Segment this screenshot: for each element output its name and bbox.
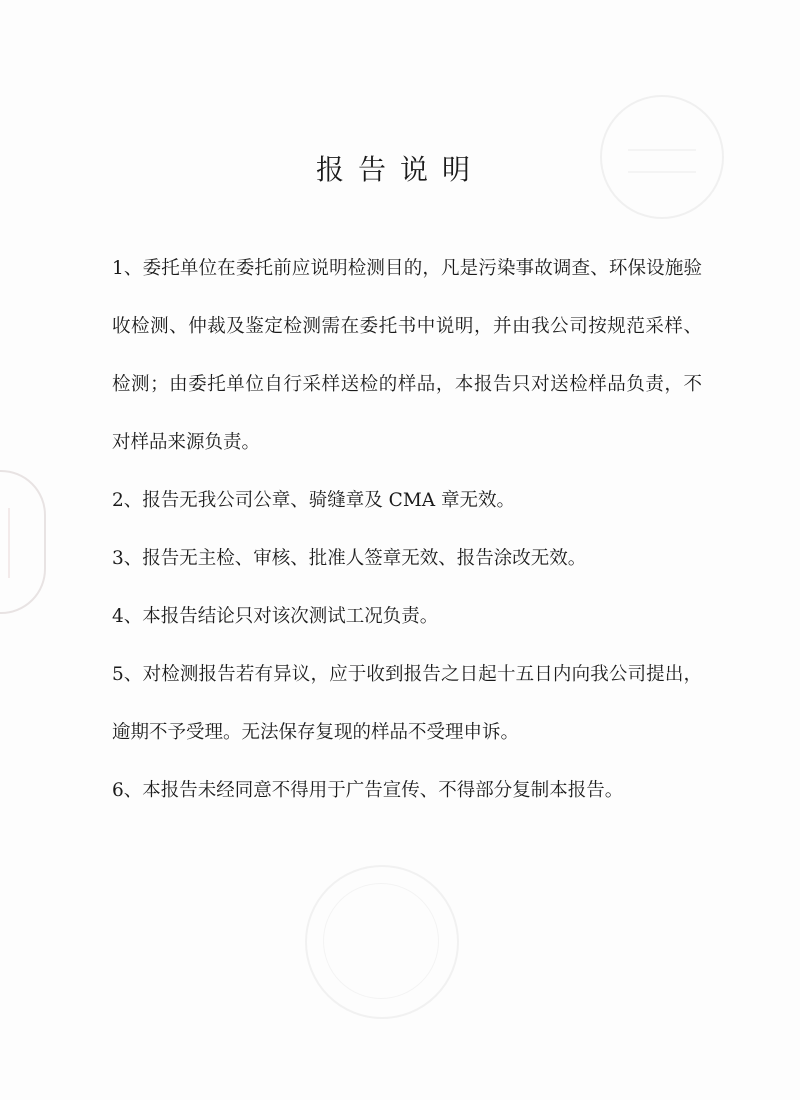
note-item-3 <box>112 530 702 588</box>
note-item-1 <box>112 240 702 472</box>
note-item-2 <box>112 472 702 530</box>
note-text-3: 报告无主检、审核、批准人签章无效、报告涂改无效。 <box>142 548 587 569</box>
note-text-2: 报告无我公司公章、骑缝章及 CMA 章无效。 <box>142 490 516 511</box>
note-number-1: 1、 <box>112 258 143 279</box>
note-item-4 <box>112 588 702 646</box>
note-text-1: 委托单位在委托前应说明检测目的，凡是污染事故调查、环保设施验收检测、仲裁及鉴定检测需在委托书中说明，并由我公司按规范采样、检测；由委托单位自行采样送检的样品，本报告只对送检样品负责，不对样品来源负责。 <box>112 258 702 453</box>
report-notes <box>112 240 702 820</box>
note-number-6: 6、 <box>112 780 143 801</box>
note-number-3: 3、 <box>112 548 143 569</box>
note-number-4: 4、 <box>112 606 143 627</box>
note-item-5 <box>112 646 702 762</box>
faint-seal-bottom <box>305 865 459 1019</box>
note-text-6: 本报告未经同意不得用于广告宣传、不得部分复制本报告。 <box>142 780 624 801</box>
page-title: 报告说明 <box>315 153 484 186</box>
faint-seal-left-edge <box>0 470 46 614</box>
note-number-2: 2、 <box>112 490 143 511</box>
note-text-5: 对检测报告若有异议，应于收到报告之日起十五日内向我公司提出，逾期不予受理。无法保存复现的样品不受理申诉。 <box>112 664 702 743</box>
note-item-6 <box>112 762 702 820</box>
note-text-4: 本报告结论只对该次测试工况负责。 <box>142 606 439 627</box>
faint-seal-bottom-ring <box>323 883 439 999</box>
note-number-5: 5、 <box>112 664 143 685</box>
faint-seal-left-edge-marks <box>8 508 28 578</box>
